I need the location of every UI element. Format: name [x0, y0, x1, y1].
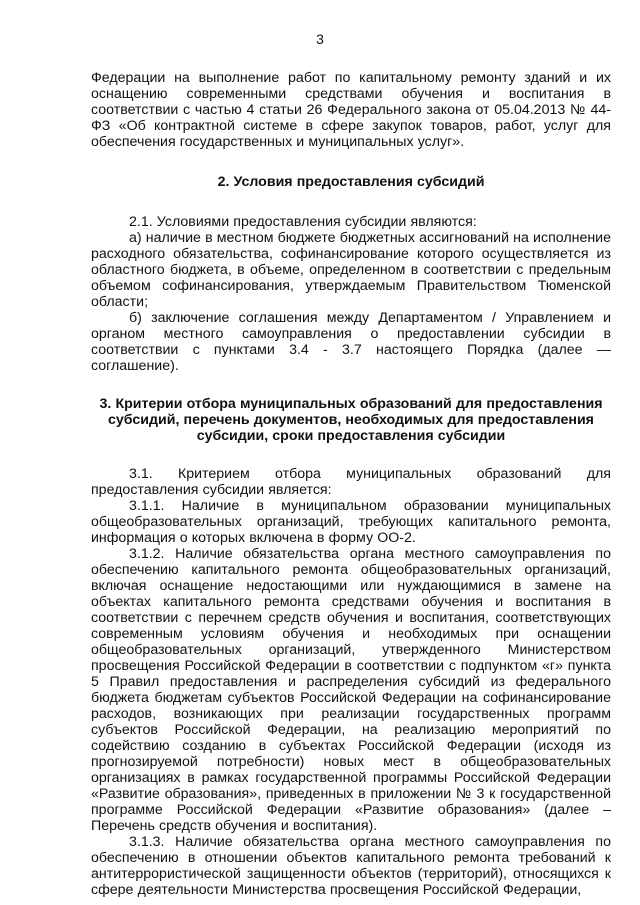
paragraph-3-1-3: 3.1.3. Наличие обязательства органа местного самоуправления по обеспечению в отношении объектов капитального ремонта требований к антитеррористической защищенности объектов (территорий), относящихся к сфере деятельности Министерства просвещения Российской Федерации, [91, 834, 611, 898]
paragraph-2-1-b: б) заключение соглашения между Департаментом / Управлением и органом местного самоуправления о предоставлении субсидии в соответствии с пунктами 3.4 - 3.7 настоящего Порядка (далее — соглашение). [91, 310, 611, 374]
page-number: 3 [316, 31, 324, 47]
paragraph-2-1: 2.1. Условиями предоставления субсидии являются: [129, 214, 477, 230]
section-3-heading: 3. Критерии отбора муниципальных образований для предоставления субсидий, перечень документов, необходимых для предоставления субсидии, сроки предоставления субсидии [99, 396, 603, 444]
document-body [91, 70, 611, 898]
paragraph-2-1-a: а) наличие в местном бюджете бюджетных ассигнований на исполнение расходного обязательства, софинансирование которого осуществляется из областного бюджета, в объеме, определенном в соответствии с предельным объемом софинансирования, утверждаемым Правительством Тюменской области; [91, 230, 611, 310]
section-2-heading: 2. Условия предоставления субсидий [217, 174, 485, 190]
paragraph-3-1-1: 3.1.1. Наличие в муниципальном образовании муниципальных общеобразовательных организаций, требующих капитального ремонта, информация о которых включена в форму ОО-2. [91, 498, 611, 546]
paragraph-3-1: 3.1. Критерием отбора муниципальных образований для предоставления субсидии является: [91, 466, 611, 498]
intro-paragraph: Федерации на выполнение работ по капитальному ремонту зданий и их оснащению современными средствами обучения и воспитания в соответствии с частью 4 статьи 26 Федерального закона от 05.04.2013 № 44-ФЗ «Об контрактной системе в сфере закупок товаров, работ, услуг для обеспечения государственных и муниципальных услуг». [91, 70, 611, 150]
paragraph-3-1-2: 3.1.2. Наличие обязательства органа местного самоуправления по обеспечению капитального ремонта общеобразовательных организаций, включая оснащение недостающими или нуждающимися в замене на объектах капитального ремонта средствами обучения и воспитания в соответствии с перечнем средств обучения и воспитания, соответствующих современным условиям обучения и необходимых при оснащении общеобразовательных организаций, утвержденного Министерством просвещения Российской Федерации в соответствии с подпунктом «г» пункта 5 Правил предоставления и распределения субсидий из федерального бюджета бюджетам субъектов Российской Федерации на софинансирование расходов, возникающих при реализации государственных программ субъектов Российской Федерации, на реализацию мероприятий по содействию созданию в субъектах Российской Федерации (исходя из прогнозируемой потребности) новых мест в общеобразовательных организациях в рамках государственной программы Российской Федерации «Развитие образования», приведенных в приложении № 3 к государственной программе Российской Федерации «Развитие образования» (далее – Перечень средств обучения и воспитания). [91, 546, 611, 834]
